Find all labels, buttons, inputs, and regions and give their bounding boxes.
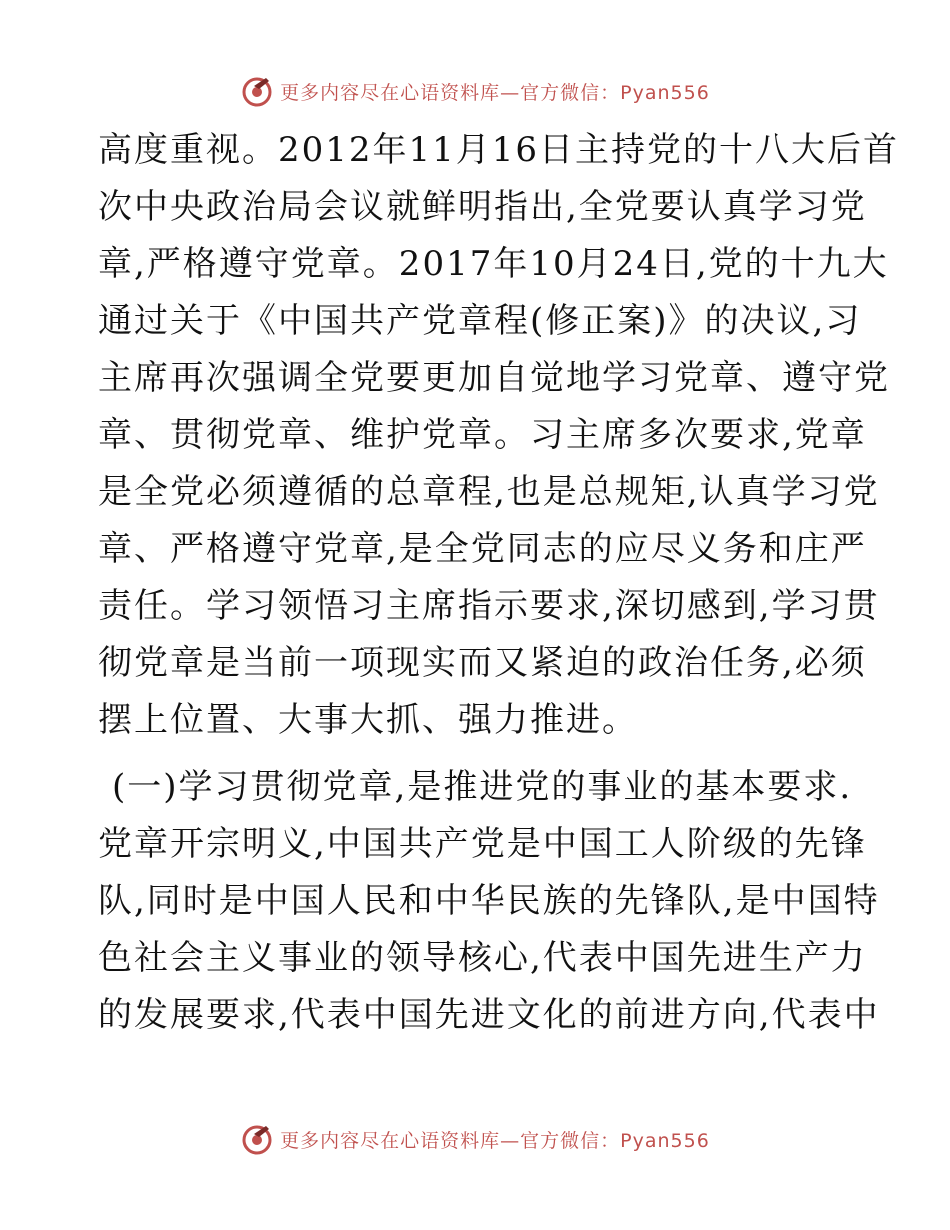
watermark-text: 更多内容尽在心语资料库—官方微信：Pyan556 <box>280 1129 710 1152</box>
text-line: 高度重视。2012年11月16日主持党的十八大后首 <box>98 130 900 170</box>
text-line: 次中央政治局会议就鲜明指出,全党要认真学习党 <box>98 187 867 227</box>
text-line: 彻党章是当前一项现实而又紧迫的政治任务,必须 <box>98 643 867 683</box>
watermark-text: 更多内容尽在心语资料库—官方微信：Pyan556 <box>280 81 710 104</box>
text-line: 摆上位置、大事大抓、强力推进。 <box>98 700 638 740</box>
header-watermark <box>0 72 950 110</box>
text-line: 党章开宗明义,中国共产党是中国工人阶级的先锋 <box>98 824 867 864</box>
text-line: 主席再次强调全党要更加自觉地学习党章、遵守党 <box>98 358 890 398</box>
text-line: 责任。学习领悟习主席指示要求,深切感到,学习贯 <box>98 586 880 626</box>
text-line: 色社会主义事业的领导核心,代表中国先进生产力 <box>98 938 867 978</box>
text-line: 队,同时是中国人民和中华民族的先锋队,是中国特 <box>98 881 880 921</box>
text-line: 的发展要求,代表中国先进文化的前进方向,代表中 <box>98 995 880 1035</box>
footer-watermark <box>0 1120 950 1158</box>
text-line: 章,严格遵守党章。2017年10月24日,党的十九大 <box>98 244 889 284</box>
brand-logo-icon <box>240 74 274 108</box>
brand-logo-icon <box>240 1122 274 1156</box>
text-line: 通过关于《中国共产党章程(修正案)》的决议,习 <box>98 301 862 341</box>
section-heading: (一)学习贯彻党章,是推进党的事业的基本要求. <box>112 767 853 807</box>
text-line: 章、严格遵守党章,是全党同志的应尽义务和庄严 <box>98 529 867 569</box>
document-body <box>98 122 900 1044</box>
text-line: 是全党必须遵循的总章程,也是总规矩,认真学习党 <box>98 472 880 512</box>
text-line: 章、贯彻党章、维护党章。习主席多次要求,党章 <box>98 415 867 455</box>
